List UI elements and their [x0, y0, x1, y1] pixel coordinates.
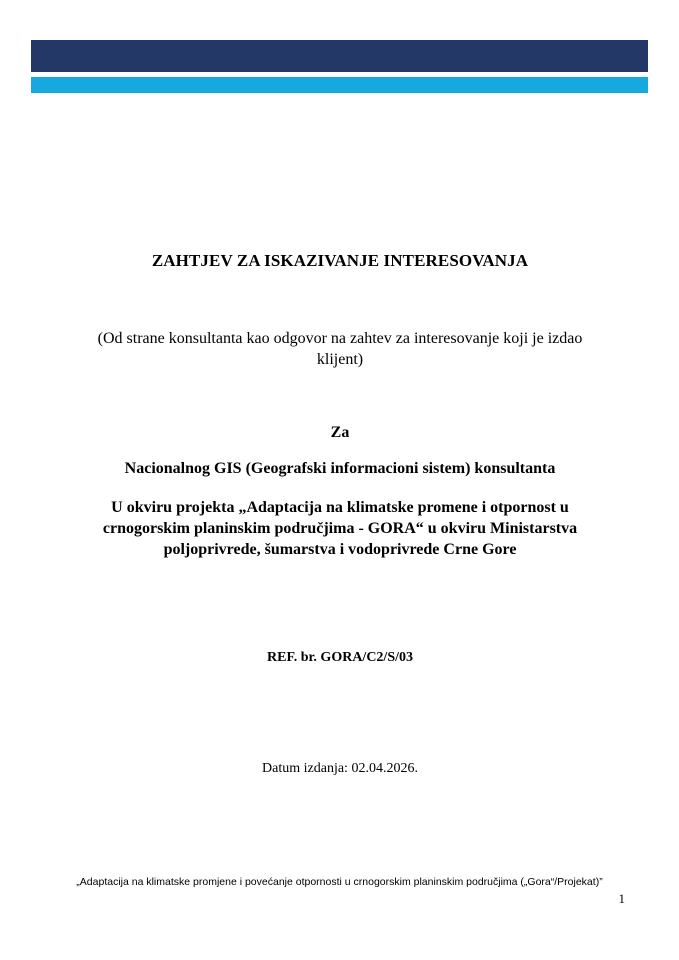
project-line-2: crnogorskim planinskim područjima - GORA“ u okviru Ministarstva	[102, 520, 578, 537]
subtitle-line-2: klijent)	[316, 351, 364, 368]
issue-date: Datum izdanja: 02.04.2026.	[262, 761, 418, 776]
project-line-3: poljoprivrede, šumarstva i vodoprivrede Crne Gore	[163, 541, 517, 558]
footer-text: „Adaptacija na klimatske promjene i povećanje otpornosti u crnogorskim planinskim područjima („Gora“/Projekat)”	[76, 876, 603, 888]
header-band-dark	[31, 40, 648, 72]
document-title: ZAHTJEV ZA ISKAZIVANJE INTERESOVANJA	[151, 251, 529, 270]
for-label: Za	[330, 424, 350, 441]
header-band-light	[31, 77, 648, 93]
document-subtitle	[40, 328, 640, 370]
subtitle-line-1: (Od strane konsultanta kao odgovor na zahtev za interesovanje koji je izdao	[97, 330, 583, 347]
page-number: 1	[618, 891, 625, 906]
project-description	[40, 497, 640, 560]
consultant-role: Nacionalnog GIS (Geografski informacioni sistem) konsultanta	[124, 460, 556, 477]
project-line-1: U okviru projekta „Adaptacija na klimatske promene i otpornost u	[111, 499, 569, 516]
reference-number: REF. br. GORA/C2/S/03	[267, 650, 413, 665]
